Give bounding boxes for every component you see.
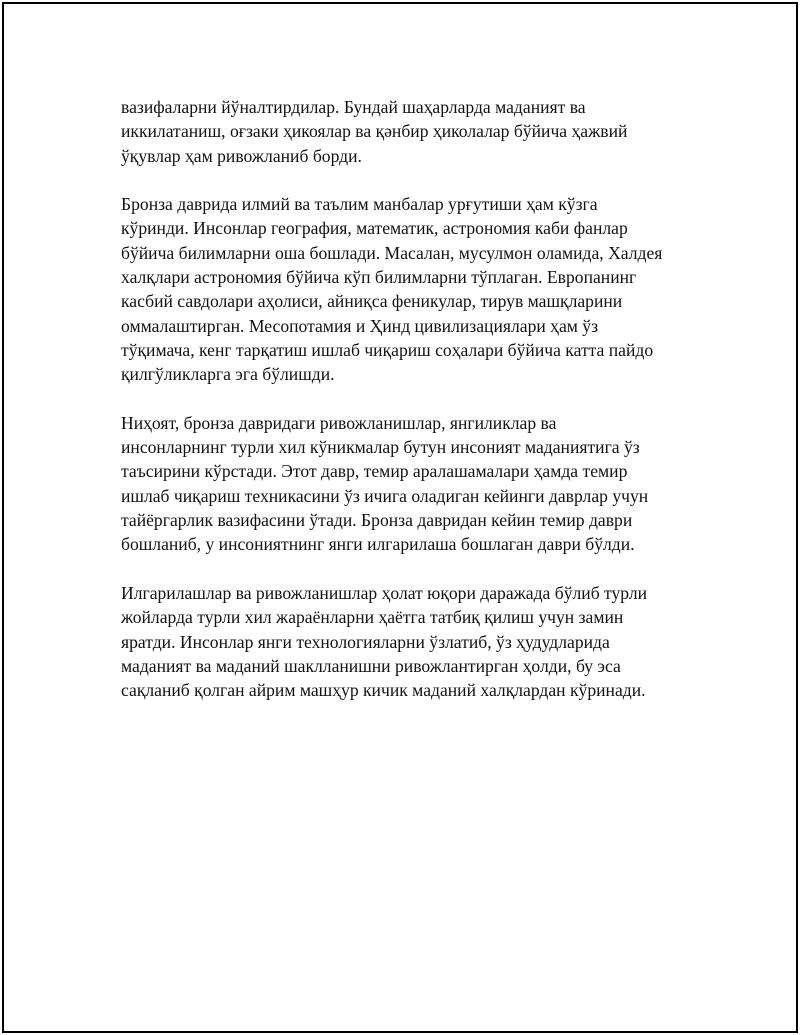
text-line: касбий савдолари аҳолиси, айниқса феникулар, тирув машқларини [121,291,623,312]
text-line: тўқимача, кенг тарқатиш ишлаб чиқариш соҳалари бўйича катта пайдо [121,339,654,360]
text-line: оммалаштирган. Месопотамия и Ҳинд цивилизациялари ҳам ўз [121,315,599,336]
text-line: иккилатаниш, оғзаки ҳикоялар ва қәнбир ҳиколалар бўйича ҳажвий [121,121,628,142]
text-line: вазифаларни йўналтирдилар. Бундай шаҳарларда маданият ва [121,97,586,117]
paragraph-4 [121,581,701,702]
paragraph-1 [121,95,701,168]
text-line: сақланиб қолган айрим машҳур кичик маданий халқлардан кўринади. [121,680,646,701]
text-line: ишлаб чиқариш техникасини ўз ичига оладиган кейинги даврлар учун [121,485,649,506]
text-line: ўқувлар ҳам ривожланиб борди. [121,145,362,166]
text-line: кўринди. Инсонлар география, математик, астрономия каби фанлар [121,218,628,239]
text-line: Ниҳоят, бронза давридаги ривожланишлар, янгиликлар ва [121,412,557,433]
text-line: бошланиб, у инсониятнинг янги илгарилаша бошлаган даври бўлди. [121,534,635,555]
text-line: қилгўликларга эга бўлишди. [121,364,335,385]
text-line: бўйича билимларни оша бошлади. Масалан, мусулмон оламида, Халдея [121,242,663,263]
text-line: таъсирини кўрстади. Этот давр, темир аралашамалари ҳамда темир [121,461,628,482]
document-body [121,95,701,727]
paragraph-2 [121,192,701,386]
text-line: жойларда турли хил жараёнларни ҳаётга татбиқ қилиш учун замин [121,607,624,628]
text-line: Бронза даврида илмий ва таълим манбалар урғутиши ҳам кўзга [121,194,598,215]
paragraph-3 [121,411,701,557]
text-line: маданият ва маданий шаклланишни ривожлантирган ҳолди, бу эса [121,655,621,676]
text-line: инсонларнинг турли хил кўникмалар бутун инсоният маданиятига ўз [121,437,640,458]
text-line: Илгарилашлар ва ривожланишлар ҳолат юқори даражада бўлиб турли [121,582,648,603]
text-line: тайёргарлик вазифасини ўтади. Бронза давридан кейин темир даври [121,510,633,531]
page-frame [2,2,798,1033]
text-line: яратди. Инсонлар янги технологияларни ўзлатиб, ўз ҳудудларида [121,631,610,652]
text-line: халқлари астрономия бўйича кўп билимларни тўплаган. Европанинг [121,267,637,288]
